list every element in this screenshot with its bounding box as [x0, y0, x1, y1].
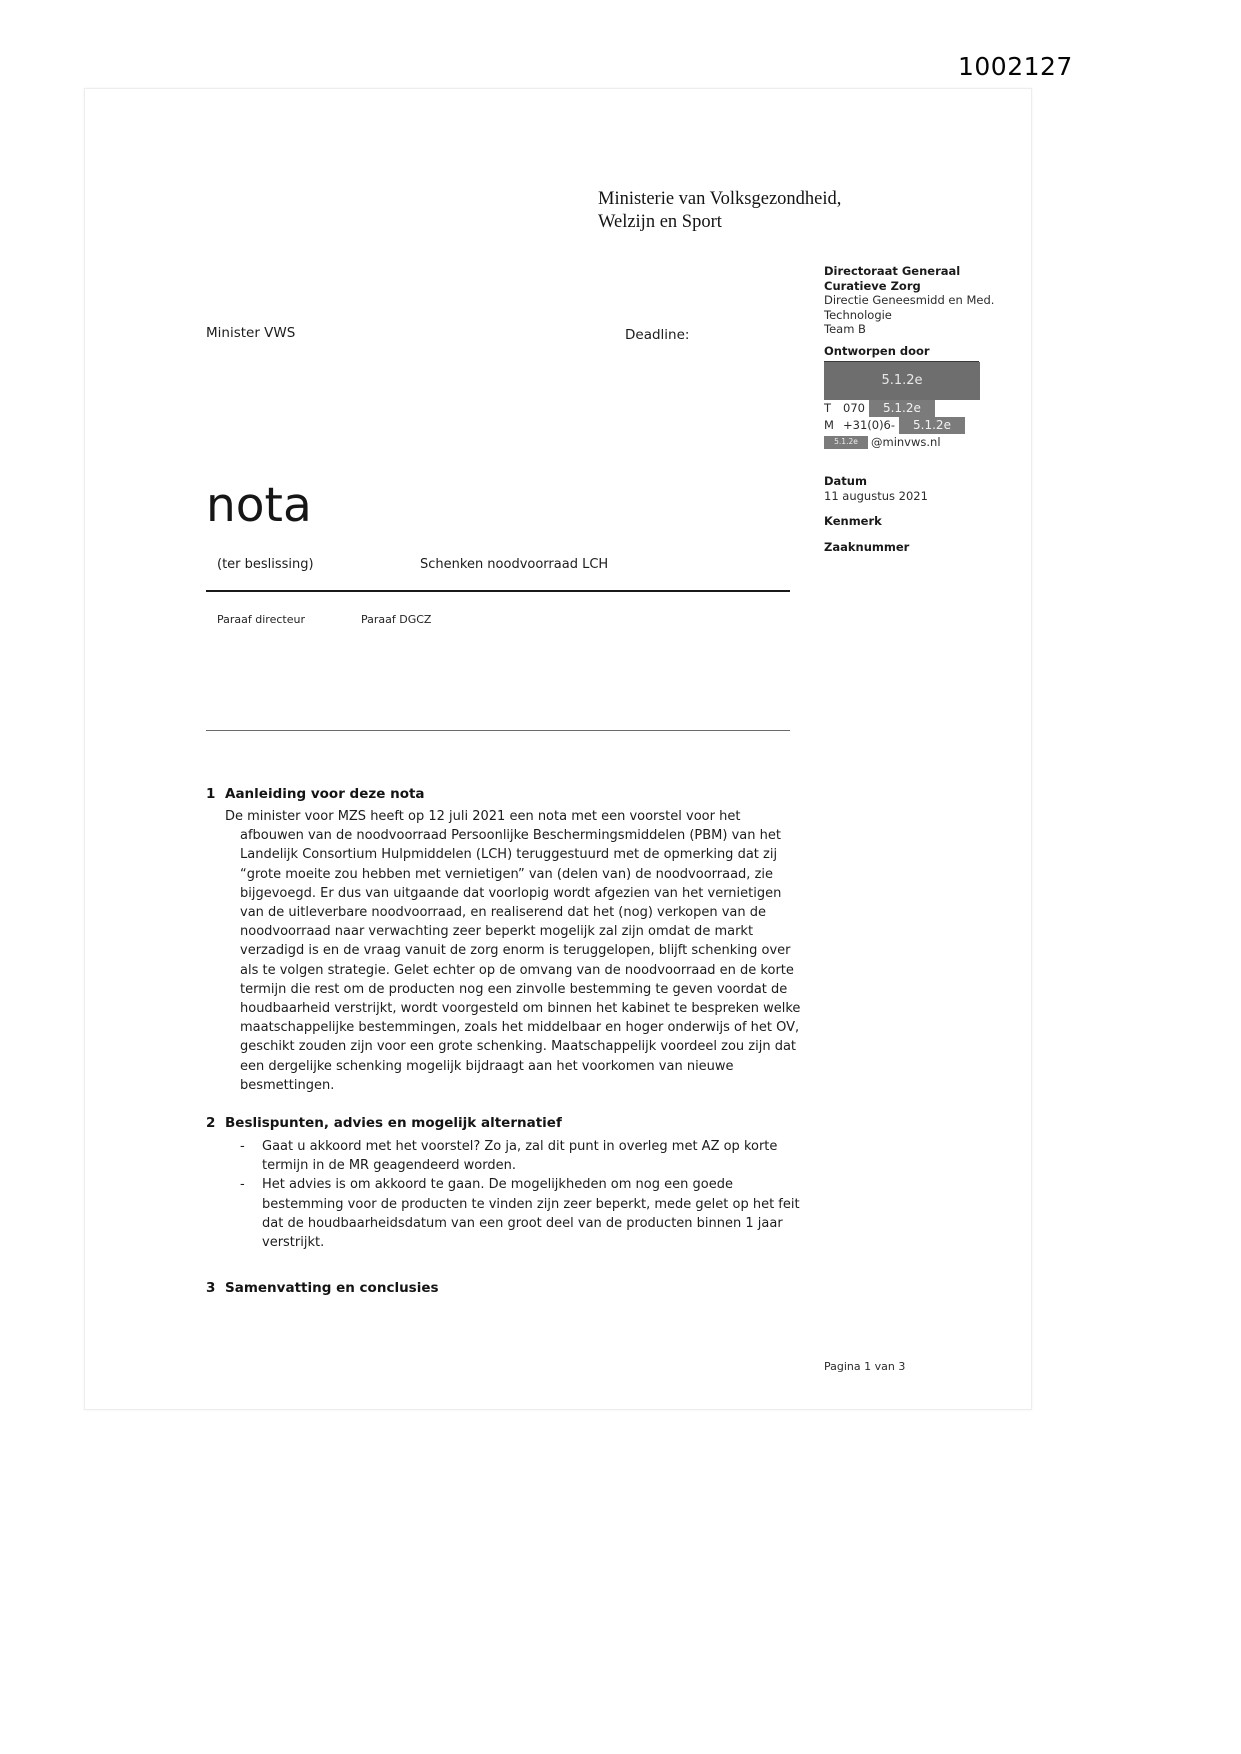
ministry-wordmark [598, 188, 841, 234]
section-3-number: 3 [206, 1280, 216, 1297]
redaction-code-label: 5.1.2e [834, 437, 858, 447]
addressee-label: Minister VWS [206, 325, 296, 341]
redaction-code-label: 5.1.2e [882, 401, 921, 416]
phone-m-value: +31(0)6- [843, 418, 896, 433]
redaction-code-label: 5.1.2e [913, 418, 951, 433]
page-footer: Pagina 1 van 3 [824, 1360, 906, 1373]
phone-t-label: T [824, 401, 832, 416]
section-2-heading [206, 1115, 812, 1131]
bullet-text: Gaat u akkoord met het voorstel? Zo ja, zal dit punt in overleg met AZ op korte termijn in de MR geagendeerd worden. [262, 1139, 778, 1174]
bullet-text: Het advies is om akkoord te gaan. De mogelijkheden om nog een goede bestemming voor de producten te vinden zijn zeer beperkt, mede gelet op het feit dat de houdbaarheidsdatum van een groot deel van de producten binnen 1 jaar verstrijkt. [262, 1177, 800, 1251]
direction-name-line-2: Technologie [824, 307, 892, 322]
phone-landline-row [824, 400, 1000, 417]
section-2-title: Beslispunten, advies en mogelijk alternatief [225, 1115, 562, 1132]
section-1-title: Aanleiding voor deze nota [225, 786, 425, 802]
deadline-label: Deadline: [625, 327, 690, 343]
date-label: Datum [824, 474, 867, 488]
section-3-title: Samenvatting en conclusies [225, 1280, 439, 1297]
subject-title: Schenken noodvoorraad LCH [420, 557, 609, 572]
redaction-box-author [824, 362, 980, 400]
meta-column [824, 264, 1000, 554]
redaction-box-phone-m [899, 417, 965, 434]
bullet-marker: - [240, 1139, 245, 1155]
nota-title: nota [206, 478, 312, 533]
ministry-line-1: Ministerie van Volksgezondheid, [598, 189, 842, 209]
section-1-paragraph: De minister voor MZS heeft op 12 juli 2021 een nota met een voorstel voor het afbouwen van de noodvoorraad Persoonlijke Beschermingsmiddelen (PBM) van het Landelijk Consortium Hulpmiddelen (LCH) teruggestuurd met de opmerking dat zij “grote moeite zou hebben met vernietigen” van (delen van) de noodvoorraad, zie bijgevoegd. Er dus van uitgaande dat voorlopig wordt afgezien van het vernietigen van de uitleverbare noodvoorraad, en realiserend dat het (nog) verkopen van de noodvoorraad naar verwachting zeer beperkt mogelijk zal zijn omdat de markt verzadigd is en de vraag vanuit de zorg enorm is teruggelopen, blijft schenking over als te volgen strategie. Gelet echter op de omvang van de noodvoorraad en de korte termijn die rest om de producten nog een zinvolle bestemming te geven voordat de houdbaarheid verstrijkt, wordt voorgesteld om binnen het kabinet te bespreken welke maatschappelijke bestemmingen, zoals het middelbaar en hoger onderwijs of het OV, geschikt zouden zijn voor een grote schenking. Maatschappelijk voordeel zou zijn dat een dergelijke schenking mogelijk bijdraagt aan het voorkomen van nieuwe besmettingen. [225, 809, 801, 1093]
spacer [824, 503, 1000, 514]
phone-mobile-row [824, 417, 1000, 434]
redaction-code-label: 5.1.2e [881, 372, 923, 388]
phone-m-label: M [824, 418, 834, 433]
title-divider-rule [206, 590, 790, 592]
spacer [824, 450, 1000, 474]
redaction-box-phone-t [869, 400, 935, 417]
decision-type-label: (ter beslissing) [217, 557, 314, 572]
date-value: 11 augustus 2021 [824, 488, 928, 503]
phone-t-value: 070 [843, 401, 865, 416]
team-name: Team B [824, 322, 866, 336]
paraaf-dgcz-label: Paraaf DGCZ [361, 613, 432, 626]
bullet-marker: - [240, 1177, 245, 1193]
directorate-name-line-2: Curatieve Zorg [824, 278, 921, 293]
paraaf-directeur-label: Paraaf directeur [217, 613, 305, 626]
zaaknummer-label: Zaaknummer [824, 539, 910, 554]
designed-by-label: Ontworpen door [824, 344, 979, 363]
signature-divider-rule [206, 730, 790, 731]
document-number: 1002127 [958, 52, 1073, 81]
section-1-number: 1 [206, 786, 216, 802]
email-domain: @minvws.nl [871, 435, 941, 450]
kenmerk-label: Kenmerk [824, 514, 882, 528]
section-2-number: 2 [206, 1115, 216, 1132]
directorate-name-line-1: Directoraat Generaal [824, 264, 961, 278]
spacer [824, 529, 1000, 540]
redaction-box-email [824, 436, 868, 449]
section-3-heading [206, 1280, 812, 1296]
direction-name-line-1: Directie Geneesmidd en Med. [824, 293, 995, 307]
ministry-line-2: Welzijn en Sport [598, 212, 722, 232]
section-1-heading [206, 786, 812, 802]
document-body [206, 786, 812, 1296]
bullet-item [240, 1175, 802, 1252]
bullet-item [240, 1137, 802, 1175]
email-row [824, 435, 1000, 450]
